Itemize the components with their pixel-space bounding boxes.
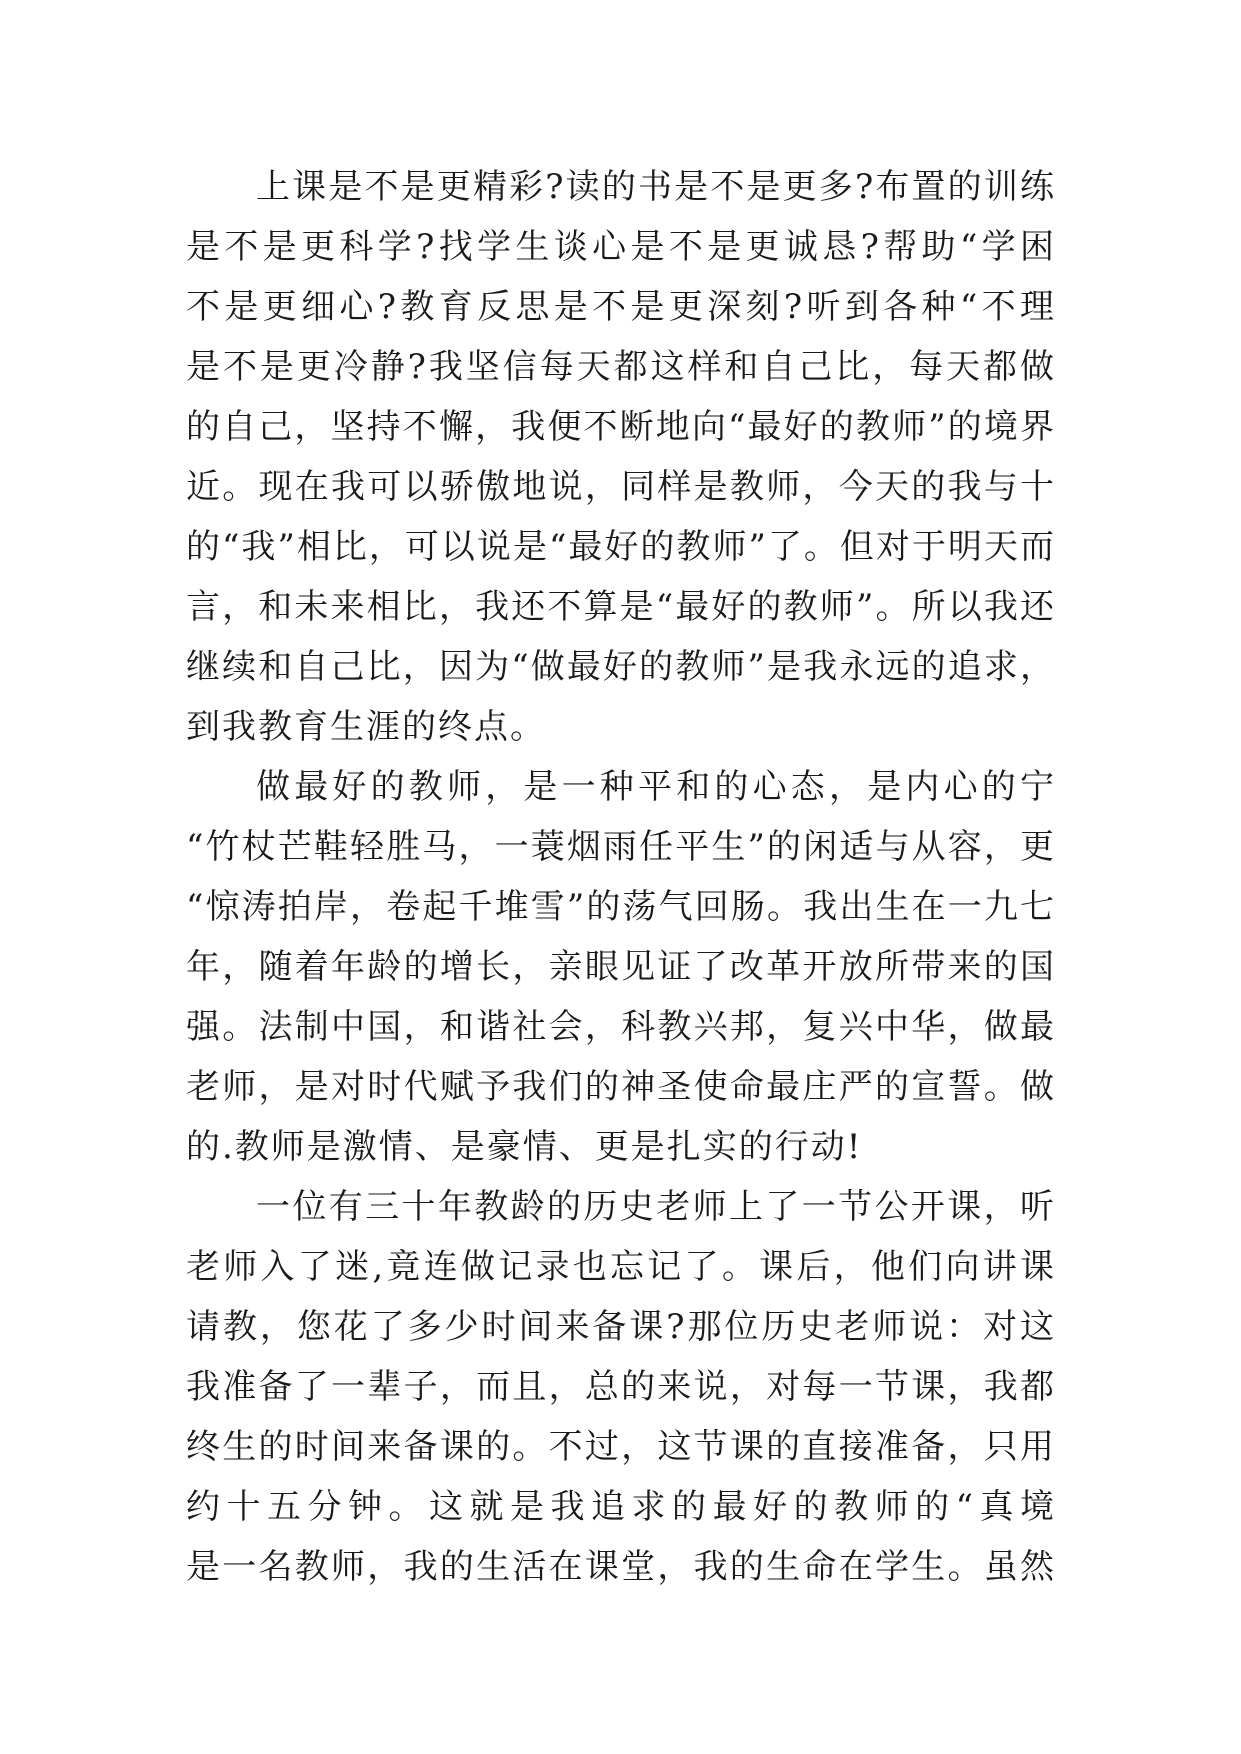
document-body [186, 157, 1056, 1597]
text-line: 上课是不是更精彩?读的书是不是更多?布置的训练 [256, 167, 1056, 207]
text-line: 终生的时间来备课的。不过，这节课的直接准备，只用 [186, 1427, 1056, 1467]
text-line: 是一名教师，我的生活在课堂，我的生命在学生。虽然 [186, 1547, 1056, 1587]
text-line: 到我教育生涯的终点。 [186, 707, 546, 747]
paragraph-1 [186, 157, 1056, 757]
text-line: 老师，是对时代赋予我们的神圣使命最庄严的宣誓。做 [186, 1067, 1056, 1107]
text-line: 是不是更科学?找学生谈心是不是更诚恳?帮助“学困 [186, 227, 1056, 267]
text-line: 做最好的教师，是一种平和的心态，是内心的宁 [256, 767, 1056, 807]
text-line: 继续和自己比，因为“做最好的教师”是我永远的追求， [186, 647, 1056, 687]
text-line: 强。法制中国，和谐社会，科教兴邦，复兴中华，做最 [186, 1007, 1056, 1047]
text-line: 请教，您花了多少时间来备课?那位历史老师说：对这 [186, 1307, 1056, 1347]
text-line: “惊涛拍岸，卷起千堆雪”的荡气回肠。我出生在一九七 [186, 887, 1056, 927]
text-line: 老师入了迷,竟连做记录也忘记了。课后，他们向讲课 [186, 1247, 1056, 1287]
text-line: 是不是更冷静?我坚信每天都这样和自己比，每天都做 [186, 347, 1056, 387]
text-line: 的.教师是激情、是豪情、更是扎实的行动! [186, 1127, 863, 1167]
text-line: 我准备了一辈子，而且，总的来说，对每一节课，我都 [186, 1367, 1056, 1407]
text-line: 约十五分钟。这就是我追求的最好的教师的“真境 [186, 1487, 1056, 1527]
text-line: 不是更细心?教育反思是不是更深刻?听到各种“不理 [186, 287, 1056, 327]
text-line: “竹杖芒鞋轻胜马，一蓑烟雨任平生”的闲适与从容，更 [186, 827, 1056, 867]
text-line: 一位有三十年教龄的历史老师上了一节公开课，听 [256, 1187, 1056, 1227]
paragraph-2 [186, 757, 1056, 1177]
text-line: 的自己，坚持不懈，我便不断地向“最好的教师”的境界 [186, 407, 1056, 447]
text-line: 年，随着年龄的增长，亲眼见证了改革开放所带来的国 [186, 947, 1056, 987]
paragraph-3 [186, 1177, 1056, 1597]
text-line: 的“我”相比，可以说是“最好的教师”了。但对于明天而 [186, 527, 1056, 567]
text-line: 言，和未来相比，我还不算是“最好的教师”。所以我还 [186, 587, 1056, 627]
text-line: 近。现在我可以骄傲地说，同样是教师，今天的我与十 [186, 467, 1056, 507]
